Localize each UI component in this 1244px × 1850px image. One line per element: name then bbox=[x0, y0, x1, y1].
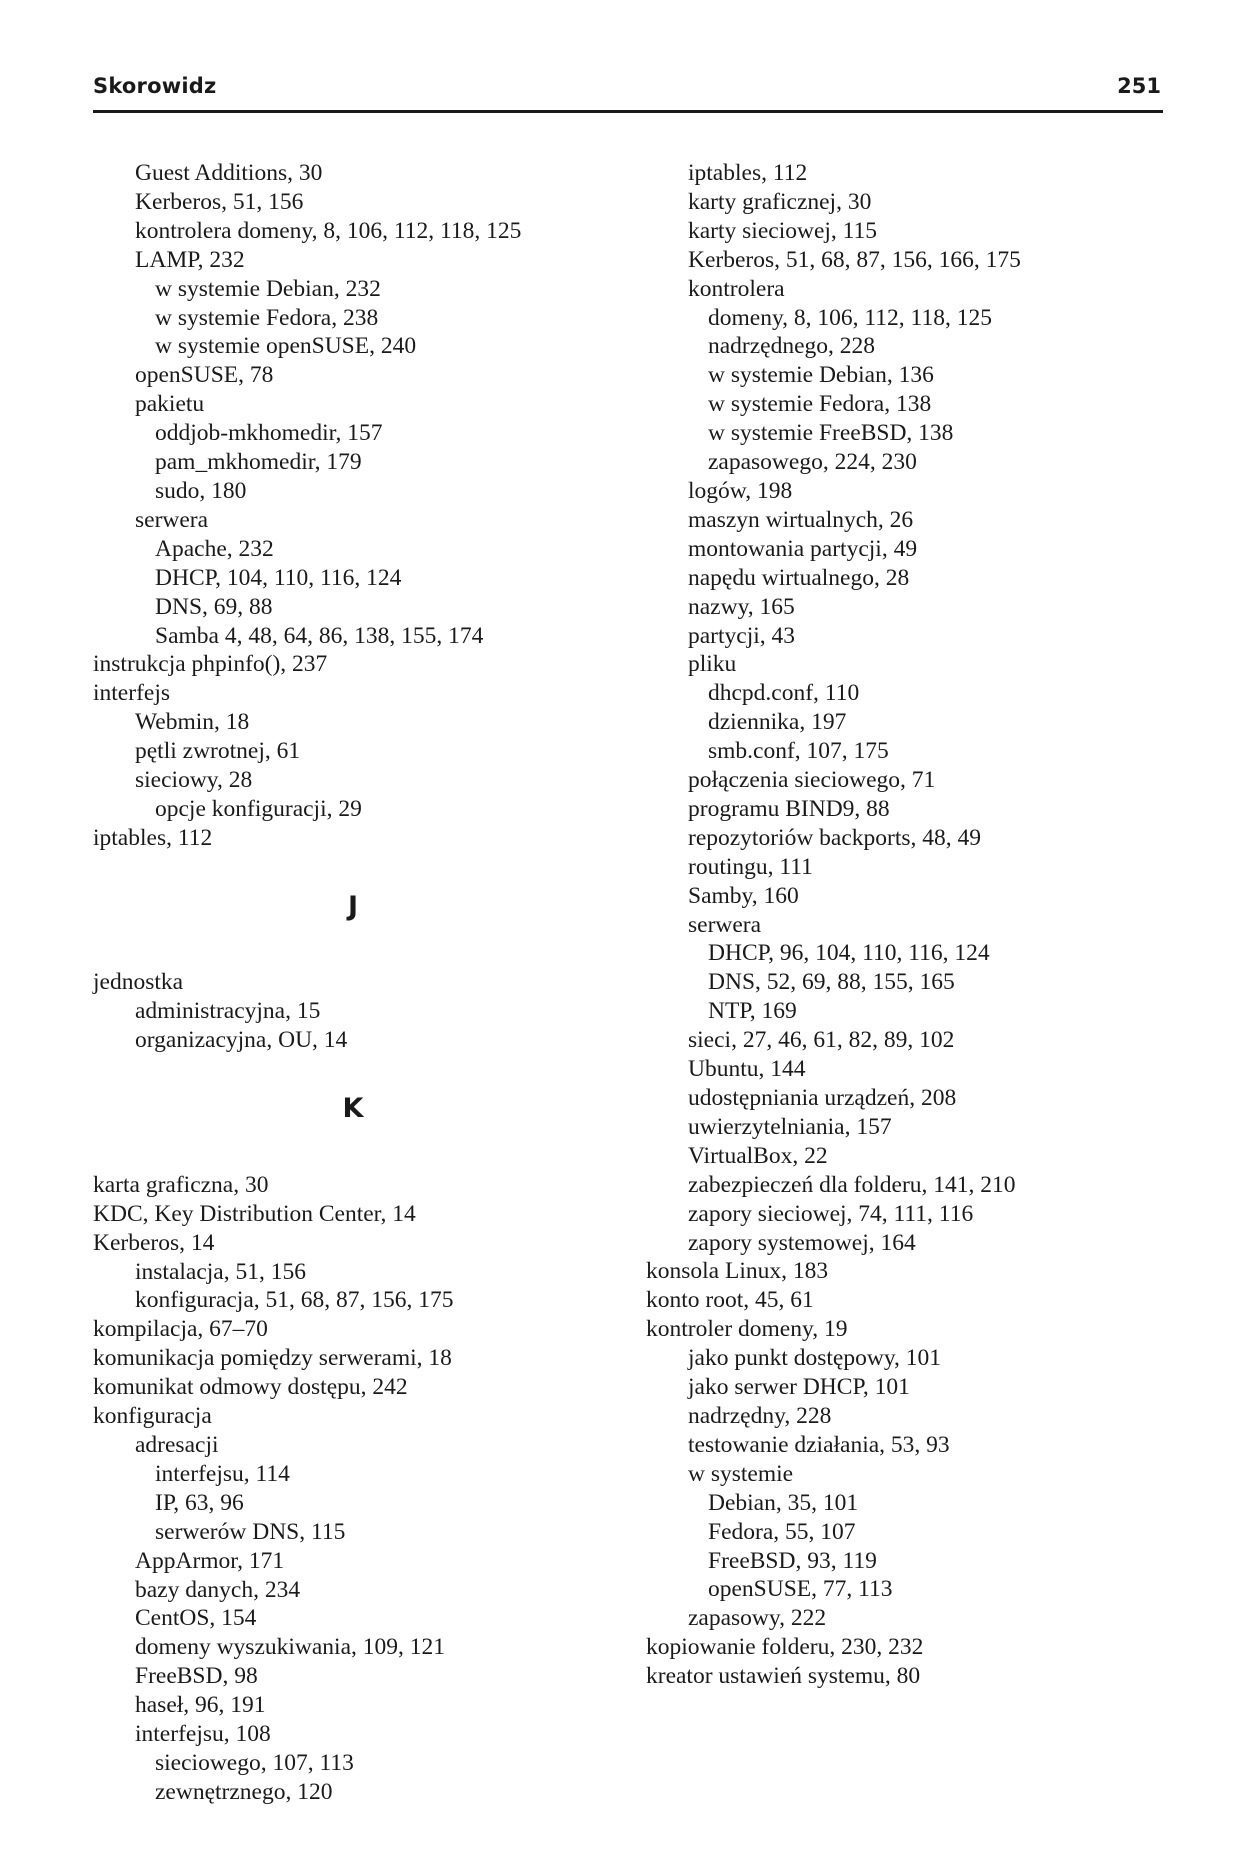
index-subentry: pam_mkhomedir, 179 bbox=[155, 449, 362, 476]
index-entry: kontroler domeny, 19 bbox=[646, 1316, 848, 1343]
index-column-left bbox=[93, 159, 613, 1807]
index-subentry: Samby, 160 bbox=[688, 882, 799, 909]
index-subentry: organizacyjna, OU, 14 bbox=[135, 1027, 348, 1054]
page-number: 251 bbox=[1117, 74, 1161, 98]
index-subentry: NTP, 169 bbox=[708, 998, 797, 1025]
index-subentry: adresacji bbox=[135, 1432, 219, 1458]
index-subentry: bazy danych, 234 bbox=[135, 1576, 301, 1603]
index-subentry: instalacja, 51, 156 bbox=[135, 1258, 306, 1285]
index-subentry: zapory systemowej, 164 bbox=[688, 1229, 916, 1256]
index-subentry: programu BIND9, 88 bbox=[688, 795, 890, 822]
index-entry: iptables, 112 bbox=[93, 824, 213, 851]
running-head-title: Skorowidz bbox=[93, 74, 217, 98]
index-subentry: DNS, 52, 69, 88, 155, 165 bbox=[708, 969, 955, 996]
index-subentry: IP, 63, 96 bbox=[155, 1489, 244, 1516]
index-subentry: nazwy, 165 bbox=[688, 593, 795, 620]
index-subentry: FreeBSD, 93, 119 bbox=[708, 1547, 877, 1574]
section-letter-label: J bbox=[347, 890, 359, 922]
index-subentry: serwera bbox=[135, 506, 209, 533]
index-entry: karta graficzna, 30 bbox=[93, 1171, 269, 1198]
index-column-right bbox=[646, 159, 1166, 1691]
index-subentry: oddjob-mkhomedir, 157 bbox=[155, 420, 383, 447]
index-subentry: Samba 4, 48, 64, 86, 138, 155, 174 bbox=[155, 622, 484, 649]
index-subentry: jako punkt dostępowy, 101 bbox=[688, 1345, 942, 1372]
index-entry: jednostka bbox=[93, 969, 184, 996]
index-subentry: zapory sieciowej, 74, 111, 116 bbox=[688, 1200, 974, 1227]
index-subentry: w systemie Fedora, 138 bbox=[708, 391, 932, 418]
index-subentry: dhcpd.conf, 110 bbox=[708, 680, 860, 707]
index-subentry: iptables, 112 bbox=[688, 160, 808, 186]
index-subentry: domeny wyszukiwania, 109, 121 bbox=[135, 1634, 446, 1661]
index-entry: kopiowanie folderu, 230, 232 bbox=[646, 1634, 924, 1661]
index-subentry: administracyjna, 15 bbox=[135, 998, 321, 1025]
page-header bbox=[93, 74, 1163, 113]
index-subentry: LAMP, 232 bbox=[135, 246, 245, 273]
index-subentry: nadrzędny, 228 bbox=[688, 1402, 832, 1429]
index-entry: komunikacja pomiędzy serwerami, 18 bbox=[93, 1345, 452, 1372]
index-subentry: karty sieciowej, 115 bbox=[688, 217, 878, 244]
index-subentry: montowania partycji, 49 bbox=[688, 535, 918, 562]
index-subentry: zapasowego, 224, 230 bbox=[708, 449, 917, 476]
index-subentry: interfejsu, 108 bbox=[135, 1721, 271, 1748]
index-subentry: maszyn wirtualnych, 26 bbox=[688, 506, 914, 533]
index-subentry: opcje konfiguracji, 29 bbox=[155, 795, 362, 822]
index-subentry: FreeBSD, 98 bbox=[135, 1663, 258, 1690]
index-subentry: repozytoriów backports, 48, 49 bbox=[688, 824, 982, 851]
index-entry: interfejs bbox=[93, 680, 170, 707]
index-subentry: dziennika, 197 bbox=[708, 709, 847, 736]
index-section-letter bbox=[93, 1055, 613, 1171]
index-subentry: w systemie FreeBSD, 138 bbox=[708, 420, 954, 447]
index-subentry: zewnętrznego, 120 bbox=[155, 1778, 333, 1805]
index-subentry: Fedora, 55, 107 bbox=[708, 1518, 856, 1545]
index-subentry: sieciowy, 28 bbox=[135, 767, 253, 794]
index-subentry: udostępniania urządzeń, 208 bbox=[688, 1085, 957, 1111]
index-subentry: pliku bbox=[688, 651, 737, 678]
index-subentry: połączenia sieciowego, 71 bbox=[688, 767, 936, 794]
index-subentry: Debian, 35, 101 bbox=[708, 1489, 859, 1516]
index-subentry: openSUSE, 78 bbox=[135, 362, 274, 389]
index-subentry: haseł, 96, 191 bbox=[135, 1692, 266, 1719]
index-subentry: zapasowy, 222 bbox=[688, 1605, 827, 1632]
index-subentry: Webmin, 18 bbox=[135, 709, 250, 736]
index-entry: KDC, Key Distribution Center, 14 bbox=[93, 1200, 416, 1227]
index-subentry: logów, 198 bbox=[688, 477, 793, 504]
index-subentry: VirtualBox, 22 bbox=[688, 1142, 828, 1169]
index-subentry: Apache, 232 bbox=[155, 535, 274, 562]
index-subentry: smb.conf, 107, 175 bbox=[708, 738, 889, 765]
index-subentry: sieci, 27, 46, 61, 82, 89, 102 bbox=[688, 1027, 955, 1054]
index-subentry: Ubuntu, 144 bbox=[688, 1056, 806, 1083]
index-subentry: DNS, 69, 88 bbox=[155, 593, 273, 620]
index-subentry: testowanie działania, 53, 93 bbox=[688, 1431, 950, 1458]
index-subentry: DHCP, 104, 110, 116, 124 bbox=[155, 564, 402, 591]
index-subentry: sudo, 180 bbox=[155, 477, 247, 504]
index-subentry: CentOS, 154 bbox=[135, 1605, 257, 1632]
index-subentry: pakietu bbox=[135, 391, 205, 418]
index-subentry: konfiguracja, 51, 68, 87, 156, 175 bbox=[135, 1287, 454, 1314]
index-subentry: domeny, 8, 106, 112, 118, 125 bbox=[708, 304, 992, 331]
index-entry: kreator ustawień systemu, 80 bbox=[646, 1663, 921, 1690]
index-subentry: nadrzędnego, 228 bbox=[708, 333, 876, 360]
index-subentry: napędu wirtualnego, 28 bbox=[688, 564, 910, 591]
index-subentry: kontrolera bbox=[688, 275, 785, 302]
index-subentry: uwierzytelniania, 157 bbox=[688, 1113, 892, 1140]
index-subentry: zabezpieczeń dla folderu, 141, 210 bbox=[688, 1171, 1016, 1198]
index-subentry: Kerberos, 51, 156 bbox=[135, 188, 304, 215]
index-subentry: w systemie openSUSE, 240 bbox=[155, 333, 417, 360]
index-subentry: pętli zwrotnej, 61 bbox=[135, 738, 301, 765]
index-subentry: karty graficznej, 30 bbox=[688, 188, 872, 215]
index-entry: instrukcja phpinfo(), 237 bbox=[93, 651, 328, 678]
index-subentry: Kerberos, 51, 68, 87, 156, 166, 175 bbox=[688, 246, 1021, 273]
index-subentry: serwerów DNS, 115 bbox=[155, 1518, 346, 1545]
index-subentry: kontrolera domeny, 8, 106, 112, 118, 125 bbox=[135, 217, 522, 244]
index-subentry: w systemie Debian, 136 bbox=[708, 362, 934, 389]
index-subentry: w systemie bbox=[688, 1460, 794, 1487]
index-subentry: w systemie Debian, 232 bbox=[155, 275, 381, 302]
index-subentry: partycji, 43 bbox=[688, 622, 796, 649]
index-entry: kompilacja, 67–70 bbox=[93, 1316, 268, 1343]
index-entry: Kerberos, 14 bbox=[93, 1229, 215, 1256]
index-entry: konto root, 45, 61 bbox=[646, 1287, 814, 1314]
section-letter-label: K bbox=[342, 1093, 364, 1125]
index-subentry: Guest Additions, 30 bbox=[135, 160, 323, 186]
index-subentry: sieciowego, 107, 113 bbox=[155, 1749, 354, 1776]
index-subentry: AppArmor, 171 bbox=[135, 1547, 285, 1574]
index-subentry: w systemie Fedora, 238 bbox=[155, 304, 379, 331]
index-section-letter bbox=[93, 853, 613, 969]
index-subentry: openSUSE, 77, 113 bbox=[708, 1576, 893, 1603]
index-subentry: serwera bbox=[688, 911, 762, 938]
index-subentry: routingu, 111 bbox=[688, 853, 813, 880]
index-entry: konfiguracja bbox=[93, 1403, 212, 1430]
index-entry: komunikat odmowy dostępu, 242 bbox=[93, 1374, 408, 1401]
index-subentry: jako serwer DHCP, 101 bbox=[688, 1374, 910, 1401]
index-entry: konsola Linux, 183 bbox=[646, 1258, 829, 1285]
index-subentry: interfejsu, 114 bbox=[155, 1460, 290, 1487]
index-subentry: DHCP, 96, 104, 110, 116, 124 bbox=[708, 940, 990, 967]
